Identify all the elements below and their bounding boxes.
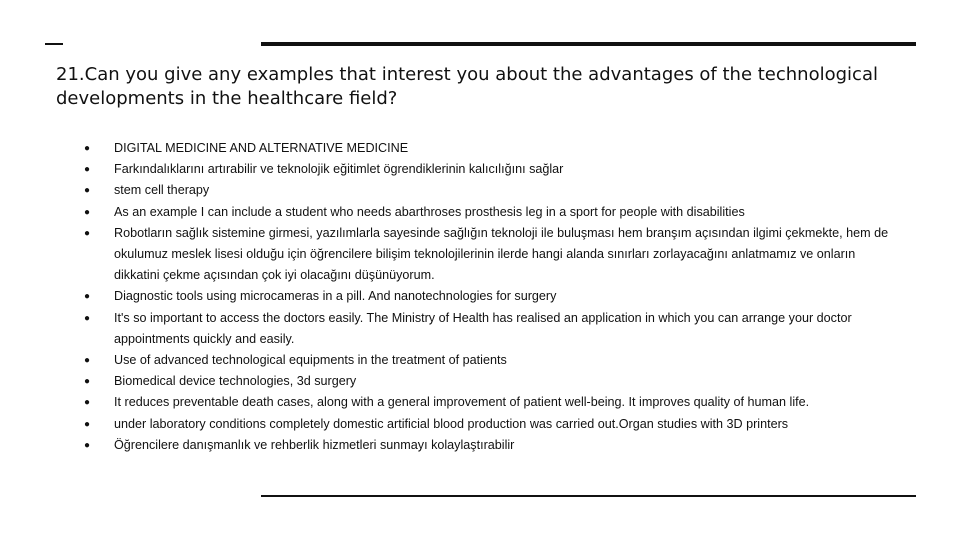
bullet-dot-icon: ● xyxy=(84,185,91,197)
bullet-item xyxy=(84,286,904,307)
bullet-item xyxy=(84,350,904,371)
bullet-text: Robotların sağlık sistemine girmesi, yazılımlarla sayesinde sağlığın teknoloji ile buluşması hem branşım açısından ilgimi çekmekte, hem de okulumuz meslek lisesi olduğu için öğrencilere bilişim teknolojilerinin ilerde hangi alanda sınırları zorlayacağını anlatmamız ve onların dikkatini çekme açısından çok iyi olacağını düşünüyorum. xyxy=(114,225,889,283)
bullet-text: Use of advanced technological equipments in the treatment of patients xyxy=(114,353,507,368)
bottom-divider-rule xyxy=(261,495,916,497)
bullet-item xyxy=(84,138,904,159)
bullet-item xyxy=(84,308,904,350)
bullet-dot-icon: ● xyxy=(84,206,91,218)
bullet-text: under laboratory conditions completely domestic artificial blood production was carried out.Organ studies with 3D printers xyxy=(114,416,789,431)
bullet-text: Farkındalıklarını artırabilir ve teknolojik eğitimlet ögrendiklerinin kalıcılığını sağlar xyxy=(114,162,564,177)
bullet-item xyxy=(84,180,904,201)
bullet-text: It reduces preventable death cases, along with a general improvement of patient well-being. It improves quality of human life. xyxy=(114,395,810,410)
bullet-item xyxy=(84,414,904,435)
bullet-dot-icon: ● xyxy=(84,227,91,239)
bullet-dot-icon: ● xyxy=(84,376,91,388)
bullet-dot-icon: ● xyxy=(84,312,91,324)
bullet-item xyxy=(84,371,904,392)
bullet-dot-icon: ● xyxy=(84,164,91,176)
bullet-text: It's so important to access the doctors easily. The Ministry of Health has realised an application in which you can arrange your doctor appointments quickly and easily. xyxy=(114,310,852,346)
bullet-text: Öğrencilere danışmanlık ve rehberlik hizmetleri sunmayı kolaylaştırabilir xyxy=(114,437,515,452)
top-divider-rule xyxy=(261,42,916,46)
bullet-dot-icon: ● xyxy=(84,143,91,154)
bullet-dot-icon: ● xyxy=(84,397,91,409)
bullet-dot-icon: ● xyxy=(84,418,91,430)
bullet-item xyxy=(84,223,904,287)
bullet-text: Biomedical device technologies, 3d surgery xyxy=(114,374,357,389)
bullet-item xyxy=(84,392,904,413)
bullet-text: As an example I can include a student who needs abarthroses prosthesis leg in a sport for people with disabilities xyxy=(114,204,745,219)
bullet-item xyxy=(84,435,904,456)
bullet-text: DIGITAL MEDICINE AND ALTERNATIVE MEDICINE xyxy=(114,141,409,155)
bullet-item xyxy=(84,159,904,180)
bullet-text: Diagnostic tools using microcameras in a pill. And nanotechnologies for surgery xyxy=(114,289,557,304)
bullet-text: stem cell therapy xyxy=(114,183,210,198)
bullet-list xyxy=(84,138,904,456)
bullet-dot-icon: ● xyxy=(84,439,91,451)
bullet-item xyxy=(84,202,904,223)
bullet-dot-icon: ● xyxy=(84,355,91,367)
slide-title: 21.Can you give any examples that interest you about the advantages of the technological developments in the healthcare field? xyxy=(56,64,878,109)
decorative-short-rule xyxy=(45,43,63,45)
bullet-dot-icon: ● xyxy=(84,291,91,303)
